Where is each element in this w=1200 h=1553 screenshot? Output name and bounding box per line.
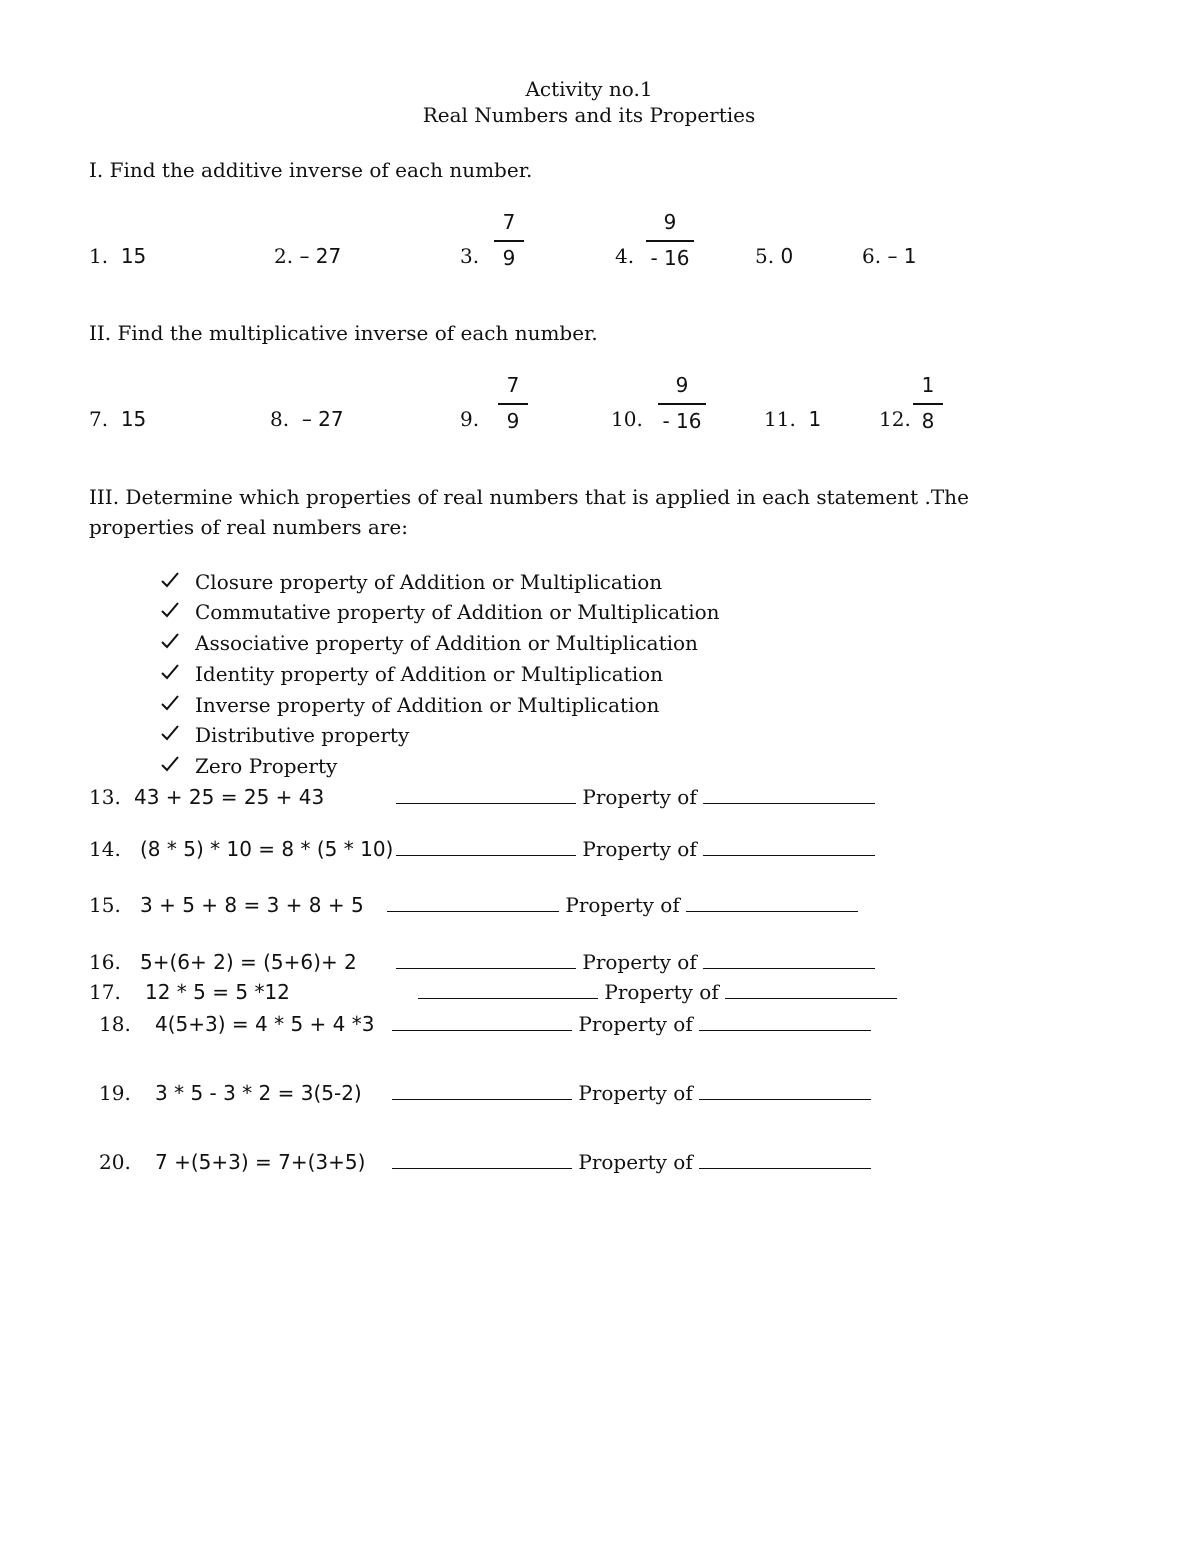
property-of-label: Property of	[582, 950, 697, 974]
fraction-numerator: 7	[506, 373, 520, 397]
fraction-denominator: 9	[502, 246, 516, 270]
fraction-bar	[646, 240, 694, 242]
answer-blank[interactable]	[396, 837, 576, 856]
item-7	[89, 407, 146, 431]
property-item: Distributive property	[195, 723, 410, 747]
statement-label: 17.	[89, 980, 121, 1004]
statement-expression: 12 * 5 = 5 *12	[145, 980, 290, 1004]
answer-blank[interactable]	[725, 980, 897, 999]
answer-blank[interactable]	[396, 950, 576, 969]
answer-blank[interactable]	[699, 1081, 871, 1100]
statement-expression: 3 + 5 + 8 = 3 + 8 + 5	[140, 893, 364, 917]
item-8	[270, 407, 344, 431]
item-4-fraction	[646, 210, 694, 270]
property-of-label: Property of	[578, 1150, 693, 1174]
item-10-label: 10.	[611, 407, 643, 431]
item-12-fraction	[913, 373, 943, 433]
fraction-numerator: 1	[921, 373, 935, 397]
answer-line	[418, 980, 897, 1004]
item-value: 15	[120, 407, 147, 431]
fraction-bar	[494, 240, 524, 242]
answer-line	[392, 1150, 871, 1174]
answer-blank[interactable]	[396, 785, 576, 804]
section1-heading: I. Find the additive inverse of each number.	[89, 158, 533, 182]
fraction-numerator: 9	[663, 210, 677, 234]
check-icon	[160, 662, 180, 682]
statement-expression: 3 * 5 - 3 * 2 = 3(5-2)	[155, 1081, 362, 1105]
answer-blank[interactable]	[703, 950, 875, 969]
answer-line	[392, 1012, 871, 1036]
activity-number: Activity no.1	[525, 77, 653, 101]
item-label: 5.	[755, 244, 775, 268]
check-icon	[160, 754, 180, 774]
page-title: Real Numbers and its Properties	[422, 103, 756, 127]
fraction-bar	[498, 403, 528, 405]
answer-line	[387, 893, 858, 917]
fraction-denominator: - 16	[650, 246, 690, 270]
statement-label: 20.	[99, 1150, 131, 1174]
fraction-numerator: 7	[502, 210, 516, 234]
item-value: – 1	[887, 244, 917, 268]
item-5	[755, 244, 793, 268]
check-icon	[160, 723, 180, 743]
statement-expression: 7 +(5+3) = 7+(3+5)	[155, 1150, 366, 1174]
property-item: Inverse property of Addition or Multiplication	[195, 693, 660, 717]
fraction-denominator: 9	[506, 409, 520, 433]
item-4-label: 4.	[615, 244, 635, 268]
item-label: 11.	[764, 407, 796, 431]
item-11	[764, 407, 821, 431]
statement-label: 14.	[89, 837, 121, 861]
statement-label: 13.	[89, 785, 121, 809]
item-2	[274, 244, 341, 268]
fraction-bar	[913, 403, 943, 405]
fraction-bar	[658, 403, 706, 405]
section3-heading-line1: III. Determine which properties of real numbers that is applied in each statement .The	[89, 485, 969, 509]
check-icon	[160, 570, 180, 590]
answer-line	[396, 950, 875, 974]
item-label: 1.	[89, 244, 109, 268]
statement-expression: 4(5+3) = 4 * 5 + 4 *3	[155, 1012, 375, 1036]
answer-blank[interactable]	[387, 893, 559, 912]
item-value: 15	[120, 244, 147, 268]
answer-blank[interactable]	[699, 1150, 871, 1169]
statement-label: 16.	[89, 950, 121, 974]
property-of-label: Property of	[582, 785, 697, 809]
section2-heading: II. Find the multiplicative inverse of each number.	[89, 321, 598, 345]
statement-label: 18.	[99, 1012, 131, 1036]
property-of-label: Property of	[582, 837, 697, 861]
item-9-fraction	[498, 373, 528, 433]
answer-blank[interactable]	[699, 1012, 871, 1031]
answer-blank[interactable]	[392, 1150, 572, 1169]
answer-blank[interactable]	[392, 1081, 572, 1100]
item-value: 0	[780, 244, 794, 268]
item-3-label: 3.	[460, 244, 480, 268]
check-icon	[160, 600, 180, 620]
statement-expression: (8 * 5) * 10 = 8 * (5 * 10)	[140, 837, 394, 861]
answer-blank[interactable]	[392, 1012, 572, 1031]
fraction-numerator: 9	[675, 373, 689, 397]
item-value: – 27	[299, 244, 342, 268]
answer-blank[interactable]	[703, 837, 875, 856]
property-of-label: Property of	[578, 1012, 693, 1036]
item-value: – 27	[301, 407, 344, 431]
property-of-label: Property of	[578, 1081, 693, 1105]
statement-expression: 43 + 25 = 25 + 43	[134, 785, 325, 809]
property-item: Identity property of Addition or Multiplication	[195, 662, 664, 686]
answer-blank[interactable]	[418, 980, 598, 999]
statement-label: 19.	[99, 1081, 131, 1105]
answer-line	[396, 837, 875, 861]
check-icon	[160, 693, 180, 713]
item-1	[89, 244, 146, 268]
item-value: 1	[808, 407, 822, 431]
item-9-label: 9.	[460, 407, 480, 431]
answer-line	[392, 1081, 871, 1105]
item-6	[862, 244, 917, 268]
item-label: 2.	[274, 244, 294, 268]
property-item: Associative property of Addition or Multiplication	[195, 631, 698, 655]
fraction-denominator: 8	[921, 409, 935, 433]
item-3-fraction	[494, 210, 524, 270]
fraction-denominator: - 16	[662, 409, 702, 433]
answer-blank[interactable]	[703, 785, 875, 804]
property-of-label: Property of	[565, 893, 680, 917]
statement-expression: 5+(6+ 2) = (5+6)+ 2	[140, 950, 357, 974]
property-item: Commutative property of Addition or Multiplication	[195, 600, 720, 624]
item-12-label: 12.	[879, 407, 911, 431]
item-label: 6.	[862, 244, 882, 268]
statement-label: 15.	[89, 893, 121, 917]
property-of-label: Property of	[604, 980, 719, 1004]
answer-blank[interactable]	[686, 893, 858, 912]
item-label: 8.	[270, 407, 290, 431]
section3-heading-line2: properties of real numbers are:	[89, 515, 408, 539]
property-item: Closure property of Addition or Multiplication	[195, 570, 663, 594]
property-item: Zero Property	[195, 754, 338, 778]
item-10-fraction	[658, 373, 706, 433]
answer-line	[396, 785, 875, 809]
item-label: 7.	[89, 407, 109, 431]
check-icon	[160, 631, 180, 651]
